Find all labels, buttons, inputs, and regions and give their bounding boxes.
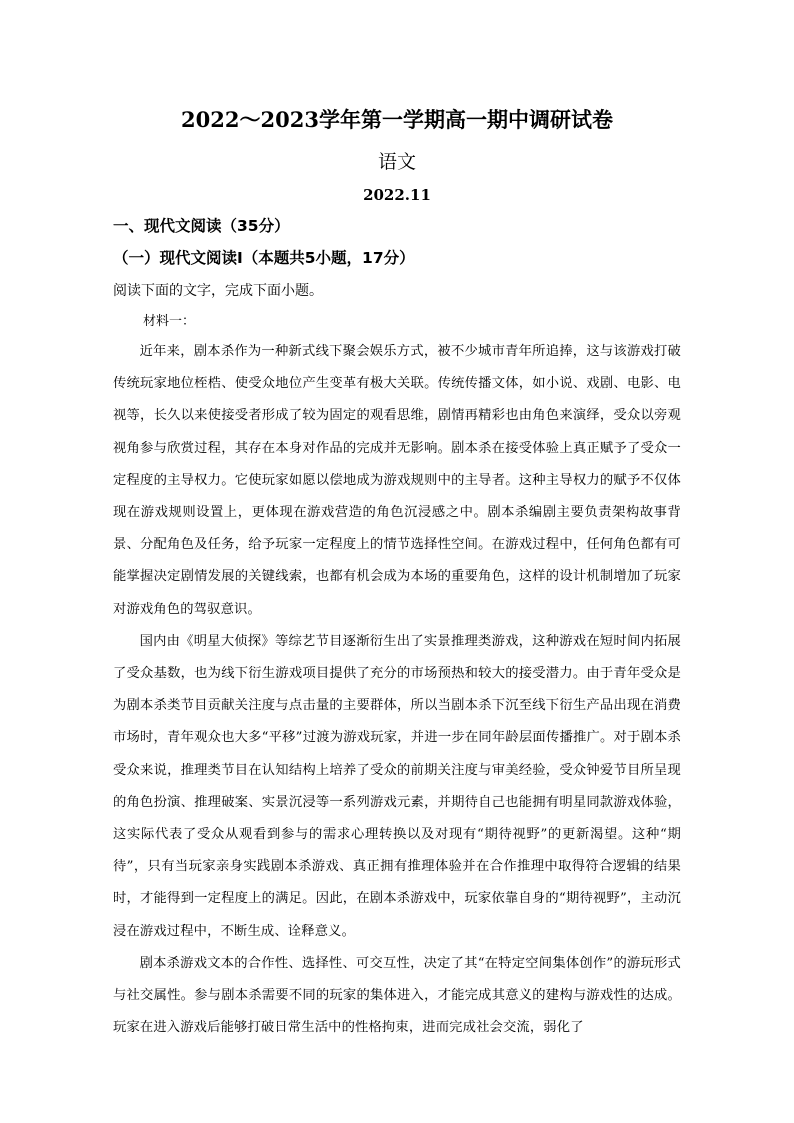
material-label: 材料一： bbox=[143, 314, 196, 329]
section-heading: 一、现代文阅读（35分） bbox=[113, 217, 290, 235]
reading-instruction: 阅读下面的文字，完成下面小题。 bbox=[113, 283, 323, 299]
exam-title: 2022～2023学年第一学期高一期中调研试卷 bbox=[181, 107, 613, 132]
exam-date: 2022.11 bbox=[363, 186, 431, 204]
paragraph-3: 剧本杀游戏文本的合作性、选择性、可交互性，决定了其“在特定空间集体创作”的游玩形式与社交属性。参与剧本杀需要不同的玩家的集体进入，才能完成其意义的建构与游戏性的达成。玩家在进入游戏后能够打破日常生活中的性格拘束，进而完成社会交流，弱化了 bbox=[113, 955, 681, 1036]
paragraph-2: 国内由《明星大侦探》等综艺节目逐渐衍生出了实景推理类游戏，这种游戏在短时间内拓展了受众基数，也为线下衍生游戏项目提供了充分的市场预热和较大的接受潜力。由于青年受众是为剧本杀类节目贡献关注度与点击量的主要群体，所以当剧本杀下沉至线下衍生产品出现在消费市场时，青年观众也大多“平移”过渡为游戏玩家，并进一步在同年龄层面传播推广。对于剧本杀受众来说，推理类节目在认知结构上培养了受众的前期关注度与审美经验，受众钟爱节目所呈现的角色扮演、推理破案、实景沉浸等一系列游戏元素，并期待自己也能拥有明星同款游戏体验，这实际代表了受众从观看到参与的需求心理转换以及对现有“期待视野”的更新渴望。这种“期待”，只有当玩家亲身实践剧本杀游戏、真正拥有推理体验并在合作推理中取得符合逻辑的结果时，才能得到一定程度上的满足。因此，在剧本杀游戏中，玩家依靠自身的“期待视野”，主动沉浸在游戏过程中，不断生成、诠释意义。 bbox=[113, 633, 681, 939]
section-subheading: （一）现代文阅读Ⅰ（本题共5小题，17分） bbox=[113, 249, 415, 267]
passage-body bbox=[113, 336, 681, 1044]
paragraph-1: 近年来，剧本杀作为一种新式线下聚会娱乐方式，被不少城市青年所追捧，这与该游戏打破传统玩家地位桎梏、使受众地位产生变革有极大关联。传统传播文体，如小说、戏剧、电影、电视等，长久以来使接受者形成了较为固定的观看思维，剧情再精彩也由角色来演绎，受众以旁观视角参与欣赏过程，其存在本身对作品的完成并无影响。剧本杀在接受体验上真正赋予了受众一定程度的主导权力。它使玩家如愿以偿地成为游戏规则中的主导者。这种主导权力的赋予不仅体现在游戏规则设置上，更体现在游戏营造的角色沉浸感之中。剧本杀编剧主要负责架构故事背景、分配角色及任务，给予玩家一定程度上的情节选择性空间。在游戏过程中，任何角色都有可能掌握决定剧情发展的关键线索，也都有机会成为本场的重要角色，这样的设计机制增加了玩家对游戏角色的驾驭意识。 bbox=[113, 344, 681, 617]
exam-subject: 语文 bbox=[377, 151, 416, 173]
